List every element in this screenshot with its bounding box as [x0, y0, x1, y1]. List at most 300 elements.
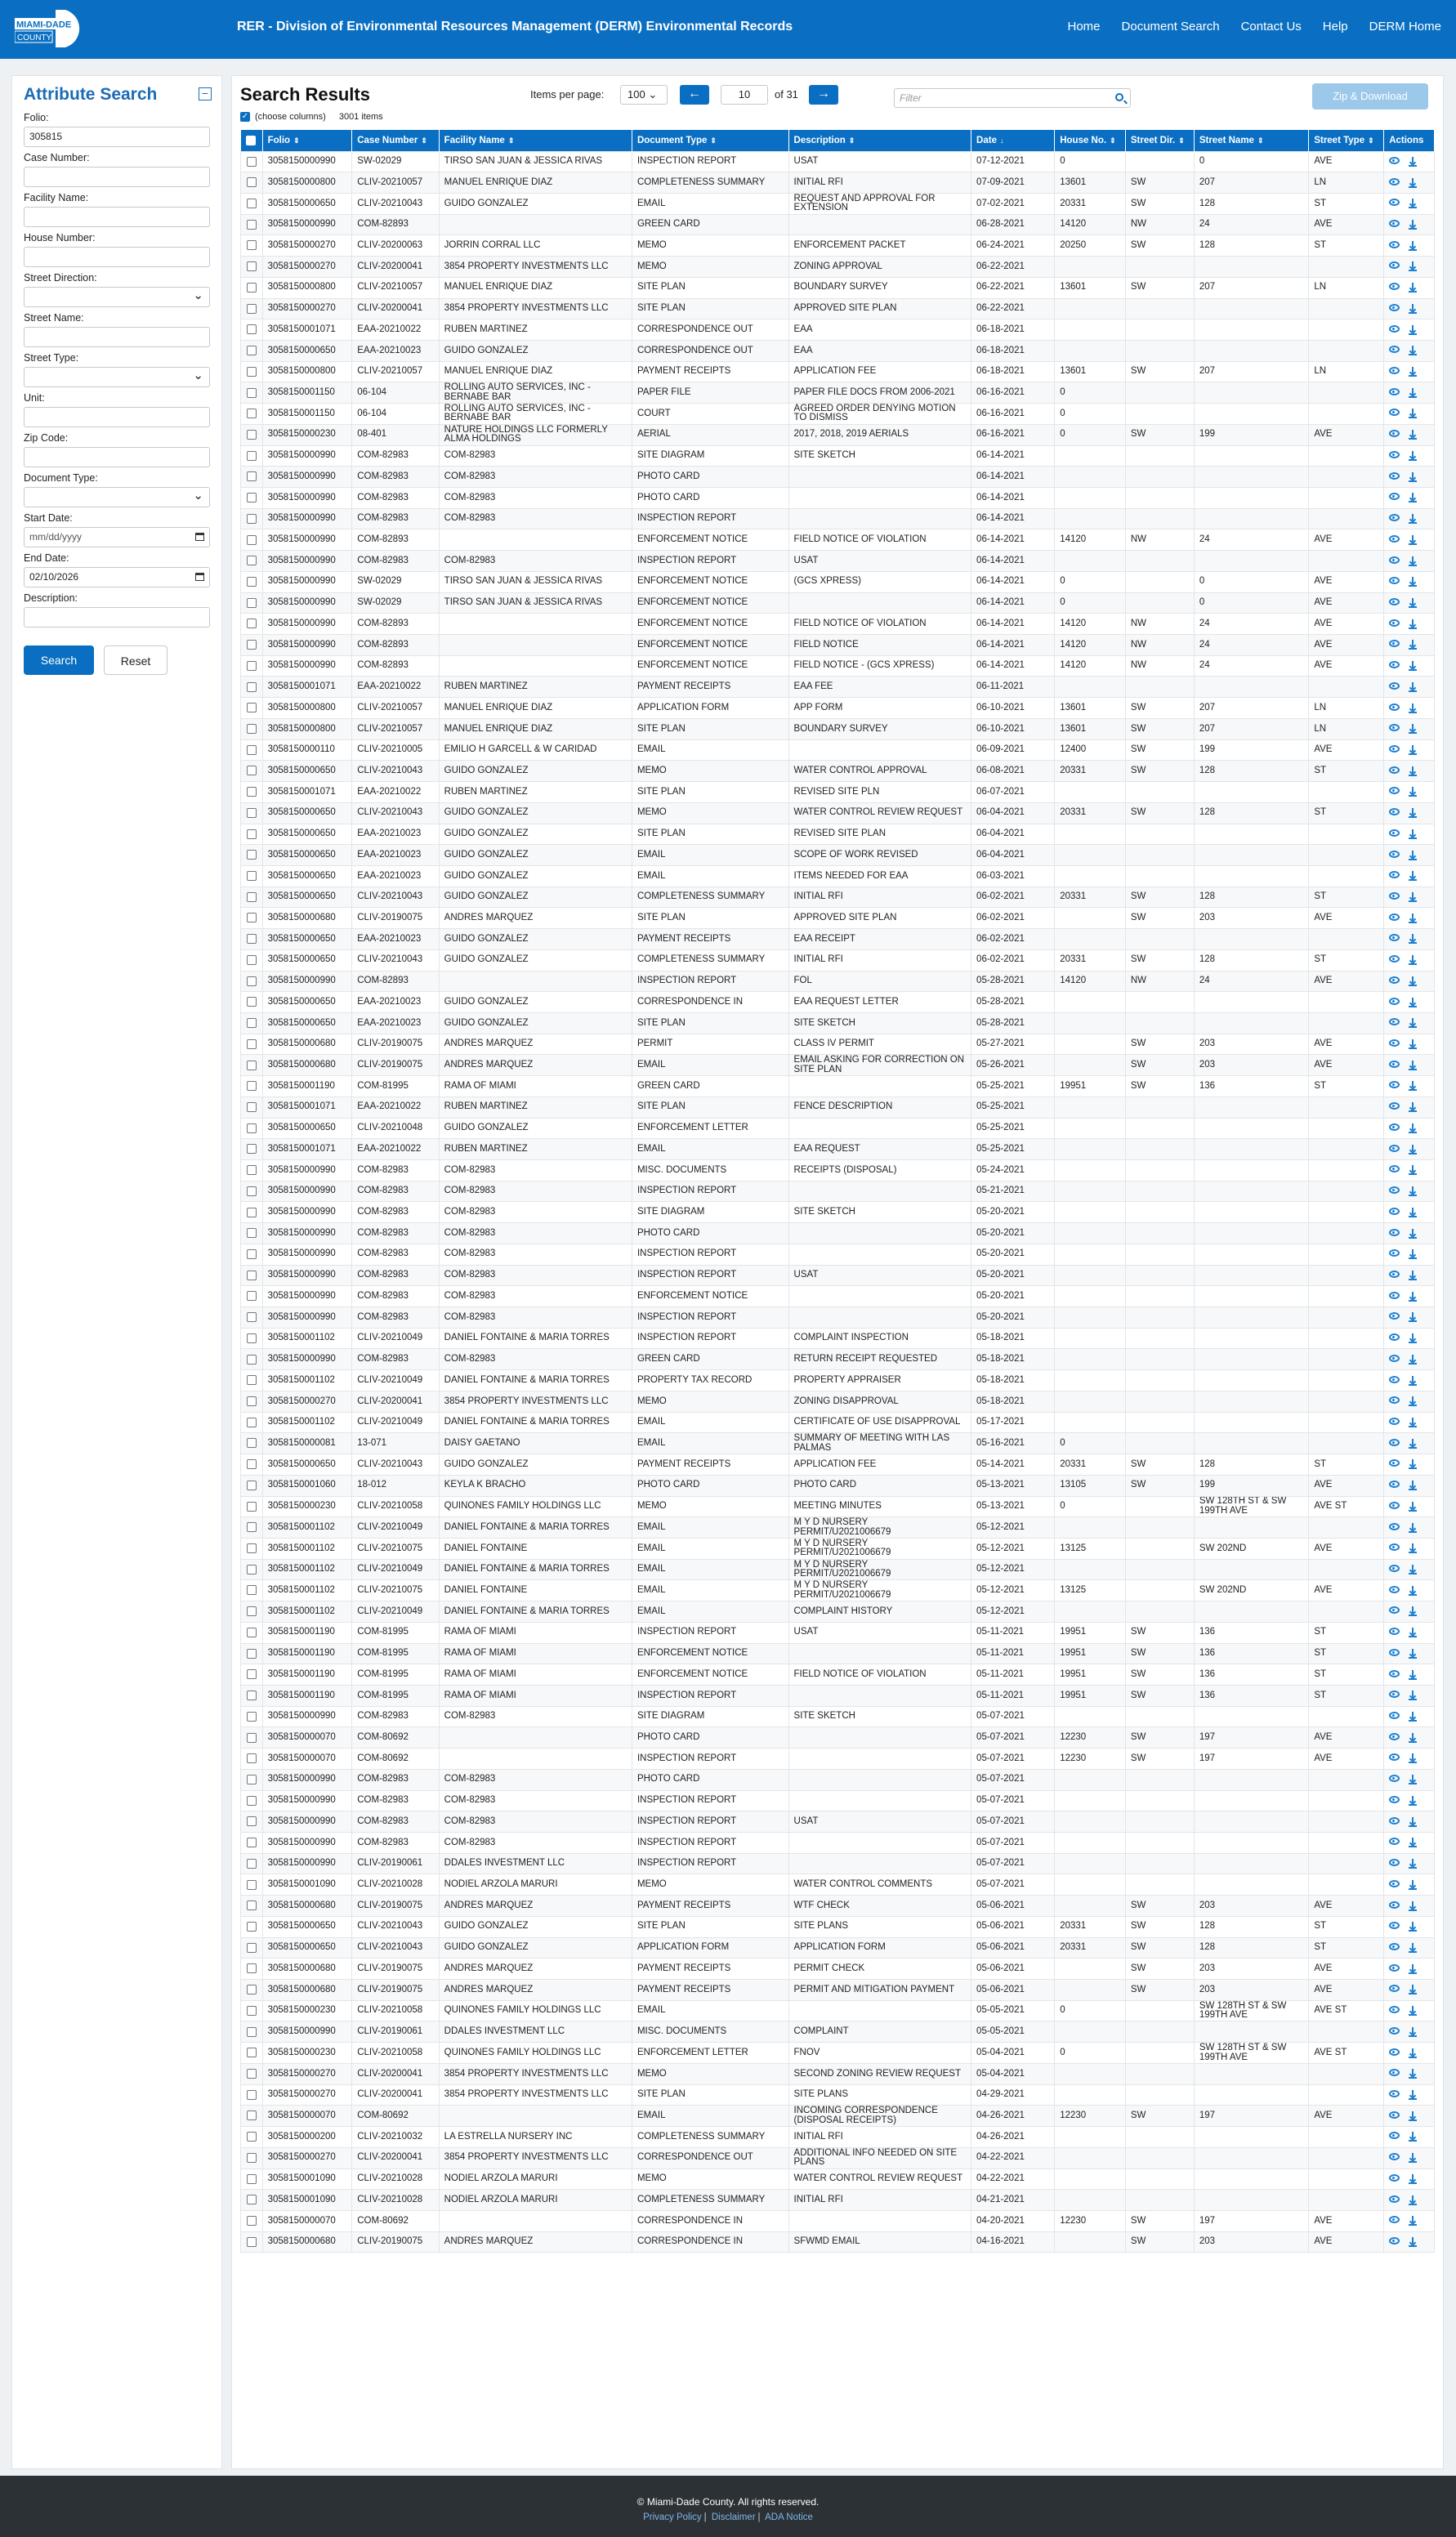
download-icon[interactable]	[1408, 1649, 1418, 1659]
view-icon[interactable]	[1389, 2006, 1400, 2013]
view-icon[interactable]	[1389, 1901, 1400, 1909]
view-icon[interactable]	[1389, 157, 1400, 164]
row-checkbox[interactable]	[247, 1081, 257, 1091]
row-select-cell[interactable]	[241, 718, 263, 739]
download-icon[interactable]	[1408, 577, 1418, 587]
row-checkbox[interactable]	[247, 2237, 257, 2247]
column-header-document-type[interactable]	[632, 130, 788, 151]
download-icon[interactable]	[1408, 1880, 1418, 1890]
row-select-cell[interactable]	[241, 1286, 263, 1307]
row-checkbox[interactable]	[247, 1712, 257, 1722]
row-select-cell[interactable]	[241, 677, 263, 698]
download-icon[interactable]	[1408, 1376, 1418, 1386]
download-icon[interactable]	[1408, 598, 1418, 608]
view-icon[interactable]	[1389, 1985, 1400, 1992]
row-checkbox[interactable]	[247, 2195, 257, 2204]
view-icon[interactable]	[1389, 2111, 1400, 2119]
row-checkbox[interactable]	[247, 1922, 257, 1932]
view-icon[interactable]	[1389, 1186, 1400, 1194]
view-icon[interactable]	[1389, 1123, 1400, 1131]
sort-icon[interactable]: ⇕	[421, 136, 427, 145]
row-checkbox[interactable]	[247, 220, 257, 230]
view-icon[interactable]	[1389, 1775, 1400, 1782]
download-icon[interactable]	[1408, 998, 1418, 1007]
download-icon[interactable]	[1408, 1186, 1418, 1196]
row-select-cell[interactable]	[241, 277, 263, 298]
view-icon[interactable]	[1389, 892, 1400, 900]
view-icon[interactable]	[1389, 2027, 1400, 2035]
download-icon[interactable]	[1408, 304, 1418, 314]
row-checkbox[interactable]	[247, 1271, 257, 1280]
row-select-cell[interactable]	[241, 845, 263, 866]
row-checkbox[interactable]	[247, 2048, 257, 2057]
sort-icon[interactable]: ⇕	[848, 136, 855, 145]
row-select-cell[interactable]	[241, 2021, 263, 2043]
download-icon[interactable]	[1408, 1396, 1418, 1406]
row-select-cell[interactable]	[241, 1559, 263, 1580]
download-icon[interactable]	[1408, 220, 1418, 230]
download-icon[interactable]	[1408, 1796, 1418, 1806]
row-checkbox[interactable]	[247, 724, 257, 734]
view-icon[interactable]	[1389, 1396, 1400, 1404]
row-checkbox[interactable]	[247, 1838, 257, 1847]
row-select-cell[interactable]	[241, 1790, 263, 1811]
row-select-cell[interactable]	[241, 1643, 263, 1664]
download-icon[interactable]	[1408, 2132, 1418, 2142]
download-icon[interactable]	[1408, 1018, 1418, 1028]
row-checkbox[interactable]	[247, 745, 257, 755]
row-checkbox[interactable]	[247, 1291, 257, 1301]
street-type-select[interactable]	[24, 367, 210, 387]
download-icon[interactable]	[1408, 2027, 1418, 2037]
download-icon[interactable]	[1408, 157, 1418, 167]
column-header-date[interactable]	[971, 130, 1055, 151]
row-checkbox[interactable]	[247, 1649, 257, 1659]
row-checkbox[interactable]	[247, 1691, 257, 1700]
download-icon[interactable]	[1408, 535, 1418, 545]
download-icon[interactable]	[1408, 1838, 1418, 1847]
view-icon[interactable]	[1389, 640, 1400, 647]
download-icon[interactable]	[1408, 1753, 1418, 1763]
download-icon[interactable]	[1408, 934, 1418, 944]
row-checkbox[interactable]	[247, 1963, 257, 1973]
row-checkbox[interactable]	[247, 1208, 257, 1217]
view-icon[interactable]	[1389, 430, 1400, 437]
column-header-street-dir[interactable]	[1125, 130, 1194, 151]
view-icon[interactable]	[1389, 1271, 1400, 1278]
download-icon[interactable]	[1408, 1543, 1418, 1553]
row-select-cell[interactable]	[241, 1202, 263, 1223]
row-select-cell[interactable]	[241, 1811, 263, 1833]
view-icon[interactable]	[1389, 1376, 1400, 1383]
view-icon[interactable]	[1389, 1102, 1400, 1110]
row-checkbox[interactable]	[247, 871, 257, 881]
view-icon[interactable]	[1389, 178, 1400, 185]
download-icon[interactable]	[1408, 1459, 1418, 1469]
view-icon[interactable]	[1389, 2132, 1400, 2139]
view-icon[interactable]	[1389, 1712, 1400, 1719]
download-icon[interactable]	[1408, 1229, 1418, 1239]
row-select-cell[interactable]	[241, 1244, 263, 1265]
sort-icon[interactable]: ⇕	[293, 136, 300, 145]
row-checkbox[interactable]	[247, 1355, 257, 1365]
row-select-cell[interactable]	[241, 1496, 263, 1517]
column-header-street-name[interactable]	[1194, 130, 1308, 151]
view-icon[interactable]	[1389, 409, 1400, 416]
row-select-cell[interactable]	[241, 298, 263, 319]
row-checkbox[interactable]	[247, 177, 257, 187]
case-number-input[interactable]	[24, 167, 210, 187]
download-icon[interactable]	[1408, 1964, 1418, 1974]
row-checkbox[interactable]	[247, 409, 257, 418]
view-icon[interactable]	[1389, 472, 1400, 480]
view-icon[interactable]	[1389, 388, 1400, 395]
row-checkbox[interactable]	[247, 430, 257, 440]
view-icon[interactable]	[1389, 829, 1400, 837]
download-icon[interactable]	[1408, 1102, 1418, 1112]
row-select-cell[interactable]	[241, 2210, 263, 2231]
row-checkbox[interactable]	[247, 1985, 257, 1994]
row-select-cell[interactable]	[241, 1727, 263, 1749]
checkbox-checked-icon[interactable]: ✓	[241, 112, 249, 121]
view-icon[interactable]	[1389, 1018, 1400, 1025]
row-select-cell[interactable]	[241, 1475, 263, 1496]
row-checkbox[interactable]	[247, 2090, 257, 2100]
row-checkbox[interactable]	[247, 471, 257, 481]
row-checkbox[interactable]	[247, 1816, 257, 1826]
view-icon[interactable]	[1389, 787, 1400, 794]
row-select-cell[interactable]	[241, 2000, 263, 2021]
view-icon[interactable]	[1389, 1817, 1400, 1825]
row-select-cell[interactable]	[241, 739, 263, 761]
row-select-cell[interactable]	[241, 1916, 263, 1937]
download-icon[interactable]	[1408, 1733, 1418, 1743]
row-checkbox[interactable]	[247, 1333, 257, 1343]
row-select-cell[interactable]	[241, 1601, 263, 1623]
download-icon[interactable]	[1408, 2006, 1418, 2016]
row-checkbox[interactable]	[247, 451, 257, 461]
view-icon[interactable]	[1389, 514, 1400, 521]
download-icon[interactable]	[1408, 2090, 1418, 2100]
row-select-cell[interactable]	[241, 1265, 263, 1286]
view-icon[interactable]	[1389, 851, 1400, 858]
row-checkbox[interactable]	[247, 1039, 257, 1049]
view-icon[interactable]	[1389, 619, 1400, 627]
row-checkbox[interactable]	[247, 913, 257, 922]
choose-columns-link[interactable]: (choose columns)	[255, 112, 326, 122]
view-icon[interactable]	[1389, 1922, 1400, 1929]
download-icon[interactable]	[1408, 2048, 1418, 2058]
row-select-cell[interactable]	[241, 151, 263, 172]
row-checkbox[interactable]	[247, 1165, 257, 1175]
row-select-cell[interactable]	[241, 1833, 263, 1854]
row-select-cell[interactable]	[241, 1181, 263, 1202]
download-icon[interactable]	[1408, 1145, 1418, 1155]
calendar-icon[interactable]	[195, 573, 204, 581]
row-select-cell[interactable]	[241, 1160, 263, 1181]
download-icon[interactable]	[1408, 1901, 1418, 1911]
view-icon[interactable]	[1389, 1628, 1400, 1635]
row-checkbox[interactable]	[247, 1733, 257, 1743]
row-select-cell[interactable]	[241, 1097, 263, 1118]
row-checkbox[interactable]	[247, 2069, 257, 2079]
view-icon[interactable]	[1389, 2090, 1400, 2097]
row-checkbox[interactable]	[247, 2153, 257, 2163]
view-icon[interactable]	[1389, 1355, 1400, 1362]
row-checkbox[interactable]	[247, 261, 257, 271]
row-select-cell[interactable]	[241, 488, 263, 509]
download-icon[interactable]	[1408, 892, 1418, 902]
row-checkbox[interactable]	[247, 2216, 257, 2226]
row-checkbox[interactable]	[247, 850, 257, 860]
view-icon[interactable]	[1389, 1733, 1400, 1740]
row-select-cell[interactable]	[241, 1349, 263, 1370]
row-checkbox[interactable]	[247, 682, 257, 692]
download-icon[interactable]	[1408, 1502, 1418, 1512]
row-select-cell[interactable]	[241, 2043, 263, 2064]
row-select-cell[interactable]	[241, 1580, 263, 1601]
prev-page-button[interactable]: ←	[680, 85, 709, 105]
row-select-cell[interactable]	[241, 1959, 263, 1980]
download-icon[interactable]	[1408, 2174, 1418, 2184]
view-icon[interactable]	[1389, 1165, 1400, 1172]
row-checkbox[interactable]	[247, 1859, 257, 1869]
view-icon[interactable]	[1389, 1565, 1400, 1572]
view-icon[interactable]	[1389, 1543, 1400, 1551]
download-icon[interactable]	[1408, 1439, 1418, 1449]
row-select-cell[interactable]	[241, 571, 263, 592]
search-icon[interactable]	[1115, 93, 1123, 101]
view-icon[interactable]	[1389, 283, 1400, 290]
row-select-cell[interactable]	[241, 2106, 263, 2127]
download-icon[interactable]	[1408, 1628, 1418, 1637]
view-icon[interactable]	[1389, 1523, 1400, 1530]
row-checkbox[interactable]	[247, 240, 257, 250]
row-select-cell[interactable]	[241, 1076, 263, 1097]
row-checkbox[interactable]	[247, 1249, 257, 1259]
items-per-page-select[interactable]: 100 ⌄	[620, 85, 668, 105]
view-icon[interactable]	[1389, 1249, 1400, 1257]
unit-input[interactable]	[24, 407, 210, 427]
row-checkbox[interactable]	[247, 787, 257, 797]
view-icon[interactable]	[1389, 998, 1400, 1005]
sort-desc-icon[interactable]: ↓	[999, 136, 1004, 145]
row-select-cell[interactable]	[241, 1055, 263, 1076]
view-icon[interactable]	[1389, 808, 1400, 815]
download-icon[interactable]	[1408, 1081, 1418, 1091]
row-checkbox[interactable]	[247, 1438, 257, 1448]
row-select-cell[interactable]	[241, 1391, 263, 1412]
view-icon[interactable]	[1389, 661, 1400, 668]
download-icon[interactable]	[1408, 1208, 1418, 1217]
row-select-cell[interactable]	[241, 761, 263, 782]
download-icon[interactable]	[1408, 1606, 1418, 1616]
view-icon[interactable]	[1389, 1796, 1400, 1803]
row-select-cell[interactable]	[241, 929, 263, 950]
download-icon[interactable]	[1408, 2069, 1418, 2079]
download-icon[interactable]	[1408, 976, 1418, 986]
download-icon[interactable]	[1408, 1586, 1418, 1596]
row-select-cell[interactable]	[241, 908, 263, 929]
row-select-cell[interactable]	[241, 424, 263, 445]
view-icon[interactable]	[1389, 1418, 1400, 1425]
view-icon[interactable]	[1389, 1312, 1400, 1320]
row-select-cell[interactable]	[241, 2231, 263, 2253]
row-checkbox[interactable]	[247, 367, 257, 377]
column-header-case-number[interactable]	[352, 130, 439, 151]
row-checkbox[interactable]	[247, 1144, 257, 1154]
view-icon[interactable]	[1389, 241, 1400, 248]
row-select-cell[interactable]	[241, 1980, 263, 2001]
row-select-cell[interactable]	[241, 1454, 263, 1476]
row-checkbox[interactable]	[247, 199, 257, 208]
view-icon[interactable]	[1389, 1670, 1400, 1677]
description-input[interactable]	[24, 607, 210, 628]
download-icon[interactable]	[1408, 1165, 1418, 1175]
download-icon[interactable]	[1408, 1565, 1418, 1574]
view-icon[interactable]	[1389, 556, 1400, 564]
download-icon[interactable]	[1408, 1943, 1418, 1953]
row-checkbox[interactable]	[247, 598, 257, 608]
row-select-cell[interactable]	[241, 2169, 263, 2190]
download-icon[interactable]	[1408, 1061, 1418, 1070]
row-select-cell[interactable]	[241, 949, 263, 971]
view-icon[interactable]	[1389, 199, 1400, 206]
view-icon[interactable]	[1389, 325, 1400, 333]
download-icon[interactable]	[1408, 1355, 1418, 1365]
row-checkbox[interactable]	[247, 283, 257, 293]
nav-derm-home[interactable]: DERM Home	[1369, 20, 1441, 33]
column-header-description[interactable]	[788, 130, 971, 151]
zip-download-button[interactable]: Zip & Download	[1312, 83, 1428, 109]
row-select-cell[interactable]	[241, 614, 263, 635]
row-checkbox[interactable]	[247, 997, 257, 1007]
row-checkbox[interactable]	[247, 324, 257, 334]
download-icon[interactable]	[1408, 1712, 1418, 1722]
row-select-cell[interactable]	[241, 592, 263, 614]
download-icon[interactable]	[1408, 913, 1418, 923]
download-icon[interactable]	[1408, 724, 1418, 734]
view-icon[interactable]	[1389, 2174, 1400, 2182]
row-checkbox[interactable]	[247, 640, 257, 650]
view-icon[interactable]	[1389, 261, 1400, 269]
row-checkbox[interactable]	[247, 1123, 257, 1133]
reset-button[interactable]: Reset	[104, 645, 167, 675]
download-icon[interactable]	[1408, 388, 1418, 398]
download-icon[interactable]	[1408, 808, 1418, 818]
nav-document-search[interactable]: Document Search	[1121, 20, 1220, 33]
row-select-cell[interactable]	[241, 1223, 263, 1244]
download-icon[interactable]	[1408, 346, 1418, 355]
view-icon[interactable]	[1389, 724, 1400, 731]
view-icon[interactable]	[1389, 1649, 1400, 1656]
row-select-cell[interactable]	[241, 2063, 263, 2084]
download-icon[interactable]	[1408, 829, 1418, 839]
row-checkbox[interactable]	[247, 1061, 257, 1070]
row-select-cell[interactable]	[241, 508, 263, 529]
view-icon[interactable]	[1389, 1208, 1400, 1215]
download-icon[interactable]	[1408, 1859, 1418, 1869]
view-icon[interactable]	[1389, 913, 1400, 921]
view-icon[interactable]	[1389, 1859, 1400, 1866]
view-icon[interactable]	[1389, 1753, 1400, 1761]
row-select-cell[interactable]	[241, 635, 263, 656]
download-icon[interactable]	[1408, 703, 1418, 713]
download-icon[interactable]	[1408, 1985, 1418, 1994]
view-icon[interactable]	[1389, 682, 1400, 690]
zip-code-input[interactable]	[24, 447, 210, 467]
row-checkbox[interactable]	[247, 892, 257, 902]
choose-columns[interactable]	[240, 112, 383, 122]
download-icon[interactable]	[1408, 1312, 1418, 1322]
row-select-cell[interactable]	[241, 782, 263, 803]
row-checkbox[interactable]	[247, 1396, 257, 1406]
row-checkbox[interactable]	[247, 1102, 257, 1112]
privacy-policy-link[interactable]: Privacy Policy	[643, 2512, 702, 2522]
row-select-cell[interactable]	[241, 1685, 263, 1706]
row-checkbox[interactable]	[247, 1375, 257, 1385]
column-header-street-type[interactable]	[1309, 130, 1384, 151]
row-checkbox[interactable]	[247, 577, 257, 587]
download-icon[interactable]	[1408, 283, 1418, 293]
download-icon[interactable]	[1408, 325, 1418, 335]
row-checkbox[interactable]	[247, 955, 257, 965]
view-icon[interactable]	[1389, 1039, 1400, 1047]
facility-name-input[interactable]	[24, 207, 210, 227]
row-checkbox[interactable]	[247, 1606, 257, 1616]
download-icon[interactable]	[1408, 1523, 1418, 1533]
row-select-cell[interactable]	[241, 865, 263, 887]
row-checkbox[interactable]	[247, 766, 257, 775]
view-icon[interactable]	[1389, 2069, 1400, 2076]
row-checkbox[interactable]	[247, 556, 257, 565]
row-select-cell[interactable]	[241, 257, 263, 278]
view-icon[interactable]	[1389, 2195, 1400, 2203]
row-checkbox[interactable]	[247, 493, 257, 502]
street-direction-select[interactable]	[24, 287, 210, 307]
street-name-input[interactable]	[24, 327, 210, 347]
view-icon[interactable]	[1389, 745, 1400, 753]
download-icon[interactable]	[1408, 1333, 1418, 1343]
view-icon[interactable]	[1389, 766, 1400, 774]
row-checkbox[interactable]	[247, 157, 257, 167]
row-checkbox[interactable]	[247, 1943, 257, 1953]
row-checkbox[interactable]	[247, 2132, 257, 2142]
download-icon[interactable]	[1408, 241, 1418, 251]
row-checkbox[interactable]	[247, 1186, 257, 1196]
download-icon[interactable]	[1408, 1817, 1418, 1827]
download-icon[interactable]	[1408, 367, 1418, 377]
row-checkbox[interactable]	[247, 976, 257, 986]
row-select-cell[interactable]	[241, 467, 263, 488]
start-date-input[interactable]	[24, 527, 210, 547]
row-checkbox[interactable]	[247, 2110, 257, 2120]
row-checkbox[interactable]	[247, 1418, 257, 1427]
download-icon[interactable]	[1408, 409, 1418, 418]
row-select-cell[interactable]	[241, 1328, 263, 1349]
row-checkbox[interactable]	[247, 1796, 257, 1806]
view-icon[interactable]	[1389, 346, 1400, 353]
view-icon[interactable]	[1389, 535, 1400, 543]
view-icon[interactable]	[1389, 934, 1400, 941]
row-select-cell[interactable]	[241, 214, 263, 235]
row-select-cell[interactable]	[241, 1896, 263, 1917]
row-select-cell[interactable]	[241, 1370, 263, 1391]
row-select-cell[interactable]	[241, 1749, 263, 1770]
county-logo[interactable]	[15, 8, 103, 49]
sort-icon[interactable]: ⇕	[507, 136, 515, 145]
row-select-cell[interactable]	[241, 1433, 263, 1454]
